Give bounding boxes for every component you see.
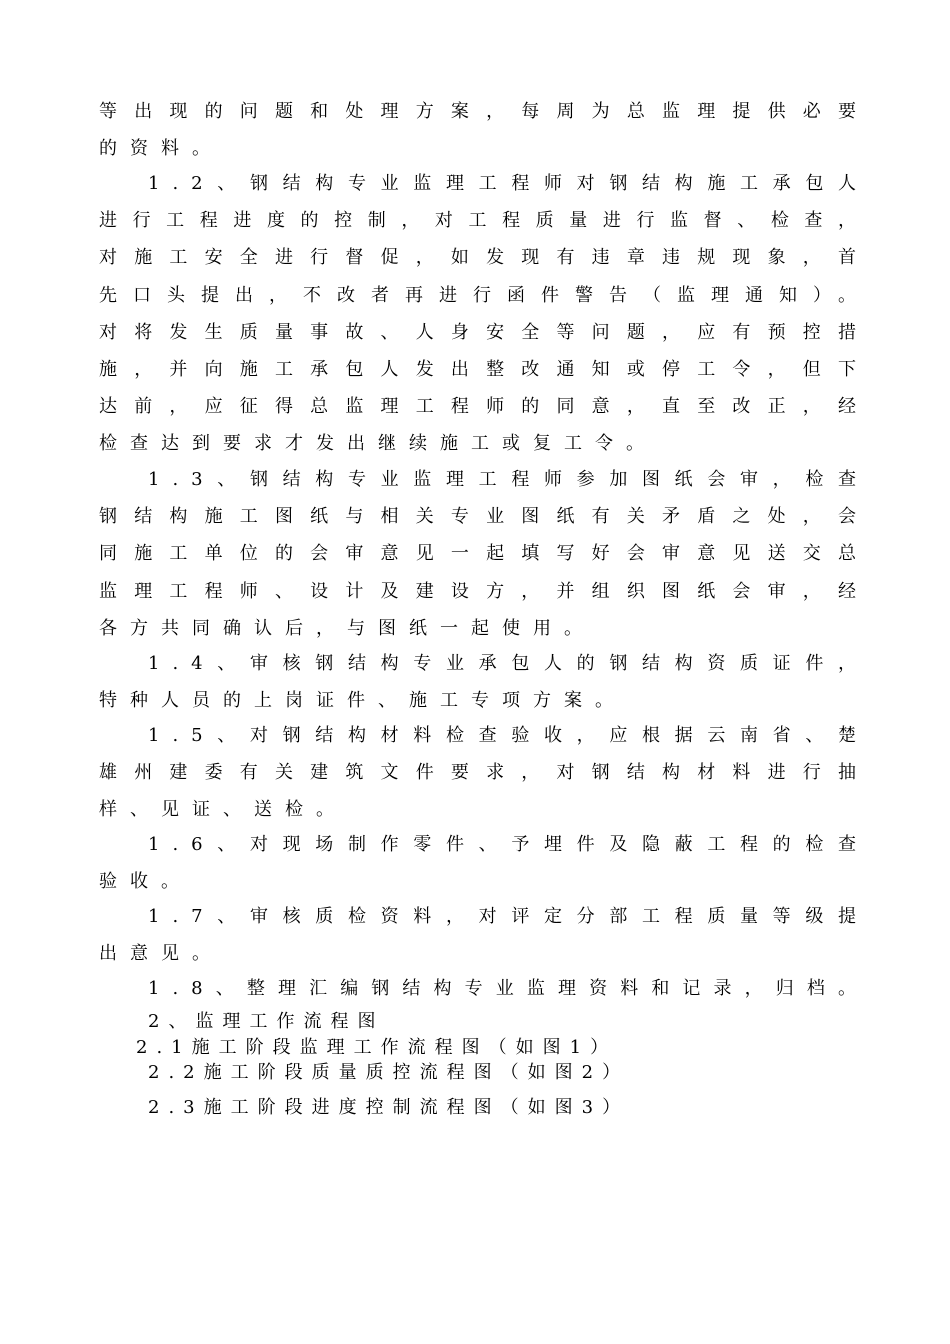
text-line: 先口头提出，不改者再进行函件警告（监理通知）。 <box>99 285 869 306</box>
paragraph-1-2: 1.2、钢结构专业监理工程师对钢结构施工承包人 <box>148 173 869 194</box>
text-line: 各方共同确认后，与图纸一起使用。 <box>99 618 595 639</box>
text-line: 达前，应征得总监理工程师的同意，直至改正，经 <box>99 396 869 417</box>
text-line: 进行工程进度的控制，对工程质量进行监督、检查， <box>99 210 869 231</box>
text-line: 监理工程师、设计及建设方，并组织图纸会审，经 <box>99 581 869 602</box>
text-line: 出意见。 <box>99 943 223 964</box>
text-line: 施，并向施工承包人发出整改通知或停工令，但下 <box>99 359 869 380</box>
text-line: 样、见证、送检。 <box>99 799 347 820</box>
paragraph-1-4: 1.4、审核钢结构专业承包人的钢结构资质证件， <box>148 653 869 674</box>
list-item: 2.2施工阶段质量质控流程图（如图2） <box>148 1062 630 1083</box>
section-heading-2: 2、监理工作流程图 <box>148 1011 385 1032</box>
list-item: 2.1施工阶段监理工作流程图（如图1） <box>136 1037 618 1058</box>
text-line: 验收。 <box>99 871 192 892</box>
text-line: 雄州建委有关建筑文件要求，对钢结构材料进行抽 <box>99 762 869 783</box>
paragraph-1-6: 1.6、对现场制作零件、予埋件及隐蔽工程的检查 <box>148 834 869 855</box>
text-line: 同施工单位的会审意见一起填写好会审意见送交总 <box>99 543 869 564</box>
text-line: 钢结构施工图纸与相关专业图纸有关矛盾之处，会 <box>99 506 869 527</box>
paragraph-1-5: 1.5、对钢结构材料检查验收，应根据云南省、楚 <box>148 725 869 746</box>
list-item: 2.3施工阶段进度控制流程图（如图3） <box>148 1097 630 1118</box>
text-line: 对施工安全进行督促，如发现有违章违规现象，首 <box>99 247 869 268</box>
paragraph-1-7: 1.7、审核质检资料，对评定分部工程质量等级提 <box>148 906 869 927</box>
text-line: 的资料。 <box>99 138 223 159</box>
text-line: 对将发生质量事故、人身安全等问题，应有预控措 <box>99 322 869 343</box>
paragraph-1-3: 1.3、钢结构专业监理工程师参加图纸会审，检查 <box>148 469 869 490</box>
text-line: 等出现的问题和处理方案，每周为总监理提供必要 <box>99 101 869 122</box>
paragraph-1-8: 1.8、整理汇编钢结构专业监理资料和记录，归档。 <box>148 978 869 999</box>
text-line: 特种人员的上岗证件、施工专项方案。 <box>99 690 626 711</box>
text-line: 检查达到要求才发出继续施工或复工令。 <box>99 433 657 454</box>
